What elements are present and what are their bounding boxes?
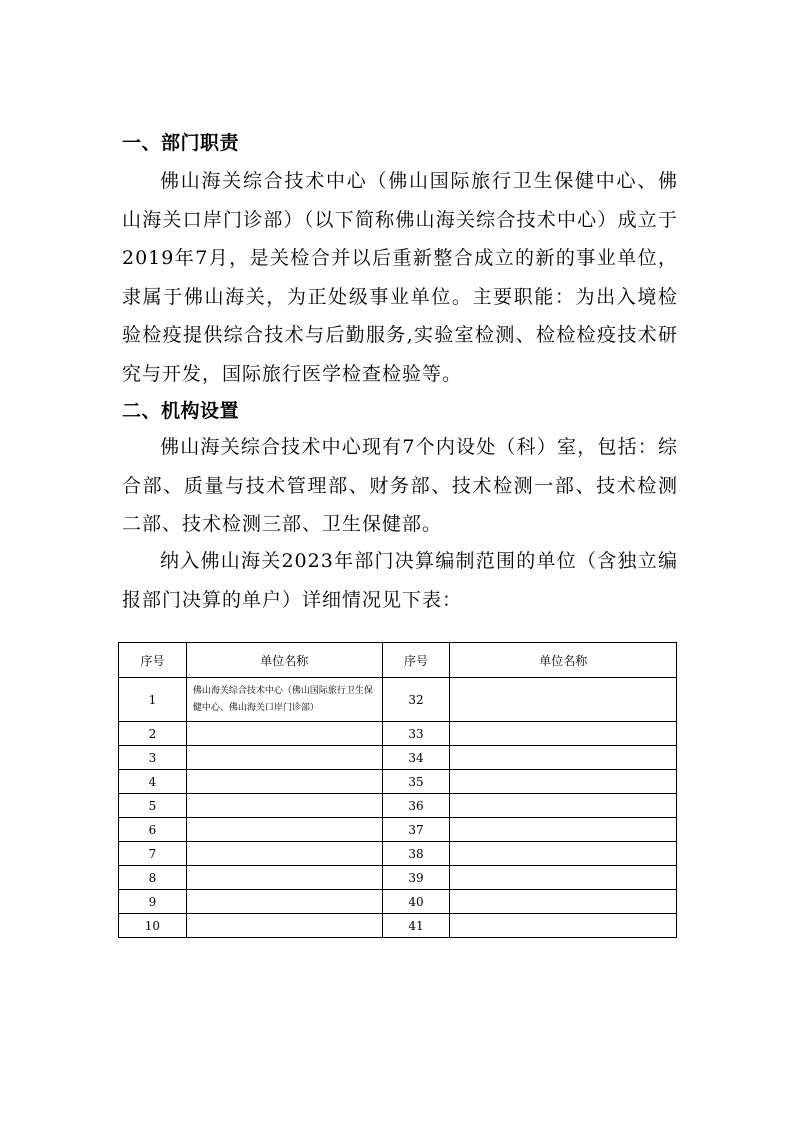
row-unit-name-right (450, 770, 677, 794)
row-no-right: 33 (382, 722, 450, 746)
row-no-left: 7 (119, 842, 187, 866)
row-unit-name-right (450, 914, 677, 938)
row-no-left: 4 (119, 770, 187, 794)
row-unit-name-left: 佛山海关综合技术中心（佛山国际旅行卫生保健中心、佛山海关口岸门诊部） (186, 678, 382, 722)
table-row (119, 914, 677, 938)
row-no-right: 38 (382, 842, 450, 866)
row-no-left: 5 (119, 794, 187, 818)
row-no-right: 41 (382, 914, 450, 938)
header-no-left: 序号 (119, 643, 187, 678)
row-no-left: 10 (119, 914, 187, 938)
table-row (119, 818, 677, 842)
responsibilities-paragraph: 佛山海关综合技术中心（佛山国际旅行卫生保健中心、佛山海关口岸门诊部）（以下简称佛山海关综合技术中心）成立于2019年7月，是关检合并以后重新整合成立的新的事业单位，隶属于佛山海关，为正处级事业单位。主要职能：为出入境检验检疫提供综合技术与后勤服务,实验室检测、检检检疫技术研究与开发，国际旅行医学检查检验等。 (122, 170, 678, 385)
row-no-right: 36 (382, 794, 450, 818)
row-no-right: 34 (382, 746, 450, 770)
row-unit-name-right (450, 794, 677, 818)
row-no-right: 35 (382, 770, 450, 794)
units-table (118, 642, 677, 938)
row-no-left: 8 (119, 866, 187, 890)
table-row (119, 794, 677, 818)
row-no-right: 32 (382, 678, 450, 722)
table-row (119, 890, 677, 914)
row-no-left: 2 (119, 722, 187, 746)
row-no-right: 39 (382, 866, 450, 890)
row-unit-name-left (186, 842, 382, 866)
header-unit-name-right: 单位名称 (450, 643, 677, 678)
row-unit-name-right (450, 866, 677, 890)
row-unit-name-left (186, 794, 382, 818)
table-row (119, 722, 677, 746)
row-unit-name-left (186, 890, 382, 914)
row-no-left: 9 (119, 890, 187, 914)
row-no-left: 6 (119, 818, 187, 842)
row-unit-name-right (450, 722, 677, 746)
table-row (119, 866, 677, 890)
section-heading-responsibilities: 一、部门职责 (122, 132, 240, 154)
row-unit-name-left (186, 746, 382, 770)
header-no-right: 序号 (382, 643, 450, 678)
table-row (119, 746, 677, 770)
row-no-left: 3 (119, 746, 187, 770)
row-no-right: 37 (382, 818, 450, 842)
row-unit-name-left (186, 722, 382, 746)
row-unit-name-left (186, 866, 382, 890)
organization-paragraph: 佛山海关综合技术中心现有7个内设处（科）室，包括：综合部、质量与技术管理部、财务部、技术检测一部、技术检测二部、技术检测三部、卫生保健部。 (122, 436, 678, 535)
table-row (119, 842, 677, 866)
row-no-right: 40 (382, 890, 450, 914)
table-header-row (119, 643, 677, 678)
header-unit-name-left: 单位名称 (186, 643, 382, 678)
row-unit-name-right (450, 842, 677, 866)
row-unit-name-right (450, 818, 677, 842)
row-unit-name-right (450, 678, 677, 722)
section-heading-organization: 二、机构设置 (122, 400, 240, 422)
row-unit-name-right (450, 746, 677, 770)
table-row (119, 678, 677, 722)
row-no-left: 1 (119, 678, 187, 722)
row-unit-name-left (186, 770, 382, 794)
table-row (119, 770, 677, 794)
scope-paragraph: 纳入佛山海关2023年部门决算编制范围的单位（含独立编报部门决算的单户）详细情况见下表： (122, 550, 678, 611)
row-unit-name-left (186, 914, 382, 938)
row-unit-name-left (186, 818, 382, 842)
row-unit-name-right (450, 890, 677, 914)
